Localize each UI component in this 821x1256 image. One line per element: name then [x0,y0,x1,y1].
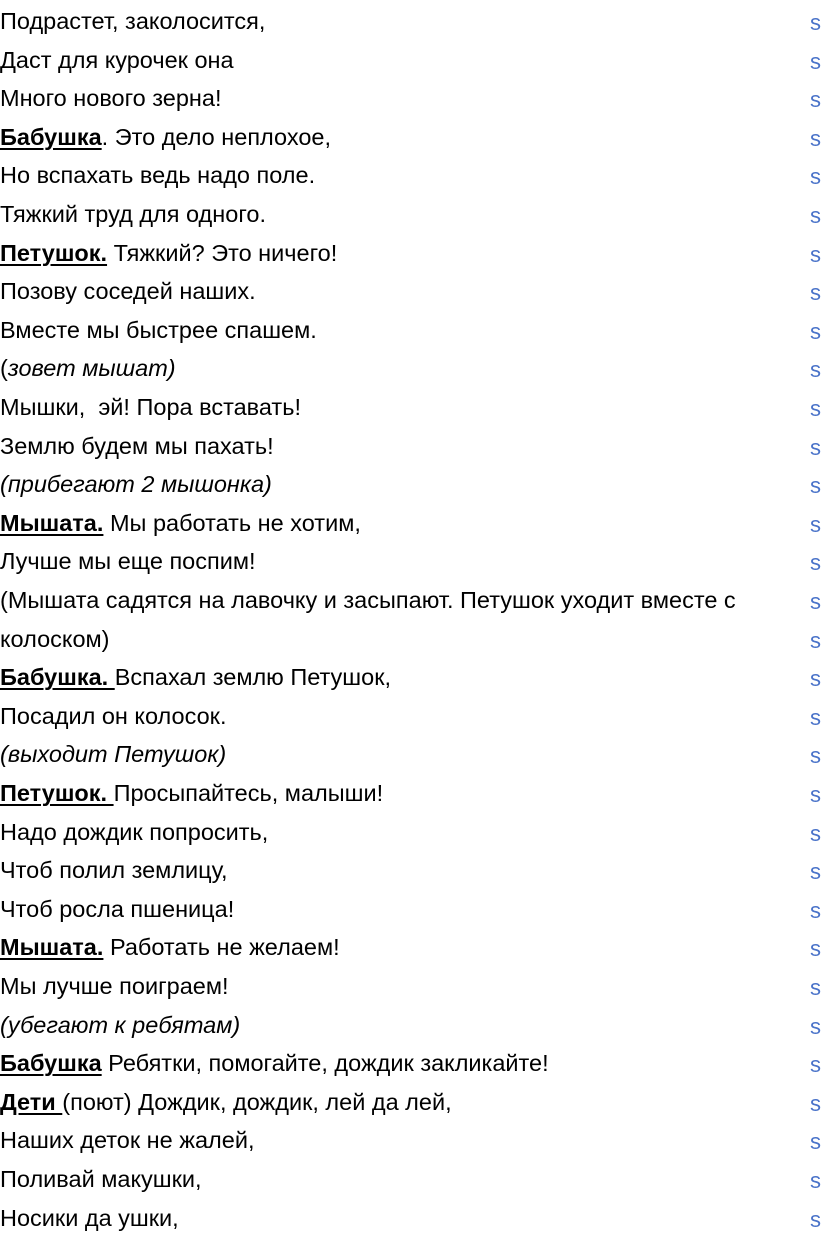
edge-mark: s [810,550,821,576]
speaker-name: Петушок. [0,239,108,266]
edge-mark: s [810,164,821,190]
edge-mark: s [810,10,821,35]
line-text: (поют) Дождик, дождик, лей да лей, [62,1088,452,1115]
script-line [0,349,176,387]
line-text: Посадил он колосок. [0,702,227,729]
edge-mark: s [810,666,821,692]
line-text: Мышки, эй! Пора вставать! [0,394,301,420]
line-text: Землю будем мы пахать! [0,432,274,459]
edge-mark: s [810,627,821,653]
script-line [0,581,736,619]
stage-direction: (выходит Петушок) [0,741,227,768]
edge-mark: s [810,859,821,885]
line-text: Наших деток не жалей, [0,1127,255,1154]
script-line [0,272,256,310]
edge-mark: s [810,1206,821,1232]
edge-mark: s [810,1129,821,1155]
line-text: Просыпайтесь, малыши! [113,780,384,806]
stage-direction: зовет мышат) [7,355,176,382]
script-line [0,735,226,773]
line-text: ( [0,355,8,382]
edge-mark: s [810,473,821,499]
script-line [0,542,256,580]
script-line [0,851,228,889]
edge-mark: s [810,1013,821,1039]
line-text: Надо дождик попросить, [0,818,269,845]
script-line [0,79,222,117]
line-text: Но вспахать ведь надо поле. [0,162,316,189]
line-text: . Это дело неплохое, [101,123,331,150]
edge-mark: s [810,396,821,421]
speaker-name: Бабушка [0,123,102,150]
edge-mark: s [810,48,821,74]
line-text: Подрастет, заколосится, [0,8,266,34]
script-line [0,195,266,233]
line-text: Мы лучше поиграем! [0,973,229,999]
script-line [0,465,272,503]
speaker-name: Мышата. [0,509,104,536]
stage-direction: (убегают к ребятам) [0,1011,241,1038]
edge-mark: s [810,1052,821,1078]
script-line [0,234,337,272]
line-text: Вместе мы быстрее спашем. [0,316,317,343]
speaker-name: Бабушка [0,1050,102,1077]
line-text: Тяжкий? Это ничего! [107,239,338,266]
edge-mark: s [810,936,821,962]
edge-mark: s [810,434,821,460]
script-line [0,1199,179,1237]
edge-mark: s [810,975,821,1000]
script-line [0,1121,254,1159]
edge-mark: s [810,589,821,614]
script-line [0,118,331,156]
script-line [0,928,340,966]
speaker-name: Бабушка. [0,664,115,691]
line-text: Мы работать не хотим, [103,509,361,536]
line-text: Даст для курочек она [0,46,234,73]
edge-mark: s [810,318,821,344]
line-text: Работать не желаем! [103,934,340,961]
edge-mark: s [810,820,821,846]
script-line [0,311,317,349]
edge-mark: s [810,203,821,228]
script-line [0,427,274,465]
edge-mark: s [810,743,821,769]
line-text: Вспахал землю Петушок, [114,664,392,691]
speaker-name: Мышата. [0,934,104,961]
speaker-name: Дети [0,1088,63,1115]
script-line [0,620,110,658]
line-text: Ребятки, помогайте, дождик закликайте! [101,1050,549,1077]
script-line [0,1083,452,1121]
edge-mark: s [810,1090,821,1116]
edge-mark: s [810,125,821,151]
line-text: Носики да ушки, [0,1204,179,1231]
edge-mark: s [810,87,821,113]
edge-mark: s [810,1168,821,1193]
script-line [0,774,383,812]
script-line [0,2,265,40]
script-line [0,697,226,735]
script-line [0,41,234,79]
edge-mark: s [810,782,821,807]
script-line [0,1160,202,1198]
line-text: колоском) [0,625,110,652]
edge-mark: s [810,241,821,267]
line-text: Лучше мы еще поспим! [0,548,256,575]
clipped-right-edge-text [810,0,821,1256]
script-line [0,504,361,542]
edge-mark: s [810,897,821,923]
edge-mark: s [810,280,821,306]
script-line [0,1044,549,1082]
speaker-name: Петушок. [0,780,114,806]
line-text: Позову соседей наших. [0,278,256,305]
line-text: Много нового зерна! [0,85,222,112]
line-text: Тяжкий труд для одного. [0,201,266,227]
line-text: Чтоб полил землицу, [0,857,228,884]
line-text: Поливай макушки, [0,1166,202,1192]
stage-direction: (прибегают 2 мышонка) [0,471,272,498]
line-text: (Мышата садятся на лавочку и засыпают. Петушок уходит вместе с [0,587,736,613]
script-line [0,156,315,194]
script-line [0,1006,240,1044]
edge-mark: s [810,511,821,537]
script-line [0,967,229,1005]
script-line [0,388,301,426]
edge-mark: s [810,357,821,383]
line-text: Чтоб росла пшеница! [0,895,235,922]
script-line [0,890,234,928]
script-line [0,658,391,696]
script-line [0,813,268,851]
edge-mark: s [810,704,821,730]
